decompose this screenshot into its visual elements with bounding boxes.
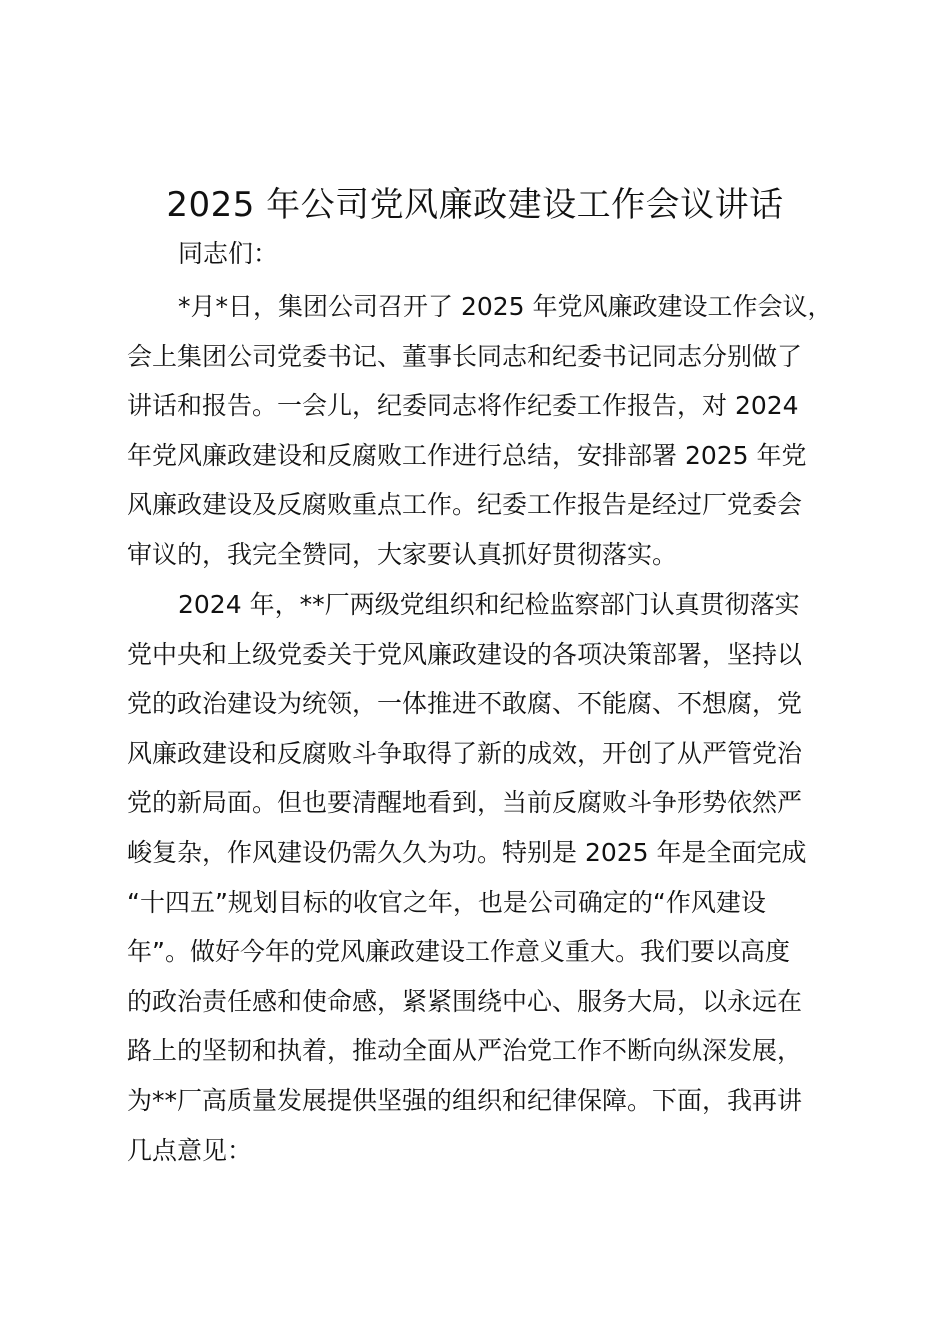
paragraph-line: 为**厂高质量发展提供坚强的组织和纪律保障。下面，我再讲 [127,1085,803,1115]
paragraph-line: 风廉政建设和反腐败斗争取得了新的成效，开创了从严管党治 [127,738,803,768]
paragraph-line: 2024 年，**厂两级党组织和纪检监察部门认真贯彻落实 [178,590,800,619]
paragraph-line: 路上的坚韧和执着，推动全面从严治党工作不断向纵深发展， [127,1036,803,1066]
paragraph-line: *月*日，集团公司召开了 2025 年党风廉政建设工作会议， [178,292,833,321]
paragraph-line: 党中央和上级党委关于党风廉政建设的各项决策部署，坚持以 [127,639,803,669]
paragraph-1 [127,282,837,580]
paragraph-line: 的政治责任感和使命感，紧紧围绕中心、服务大局，以永远在 [127,986,803,1016]
paragraph-line: 年”。做好今年的党风廉政建设工作意义重大。我们要以高度 [127,937,790,967]
paragraph-line: 几点意见： [127,1135,253,1165]
paragraph-line: “十四五”规划目标的收官之年，也是公司确定的“作风建设 [127,887,766,917]
paragraph-line: 会上集团公司党委书记、董事长同志和纪委书记同志分别做了 [127,341,803,371]
paragraph-line: 审议的，我完全赞同，大家要认真抓好贯彻落实。 [127,539,678,569]
paragraph-line: 峻复杂，作风建设仍需久久为功。特别是 2025 年是全面完成 [127,837,807,867]
document-title: 2025 年公司党风廉政建设工作会议讲话 [166,185,784,225]
paragraph-line: 年党风廉政建设和反腐败工作进行总结，安排部署 2025 年党 [127,440,807,470]
salutation: 同志们： [178,239,279,268]
paragraph-line: 党的政治建设为统领，一体推进不敢腐、不能腐、不想腐，党 [127,689,803,719]
paragraph-2 [127,580,837,1175]
paragraph-line: 风廉政建设及反腐败重点工作。纪委工作报告是经过厂党委会 [127,490,803,520]
paragraph-line: 讲话和报告。一会儿，纪委同志将作纪委工作报告，对 2024 [127,391,799,421]
paragraph-line: 党的新局面。但也要清醒地看到，当前反腐败斗争形势依然严 [127,788,803,818]
